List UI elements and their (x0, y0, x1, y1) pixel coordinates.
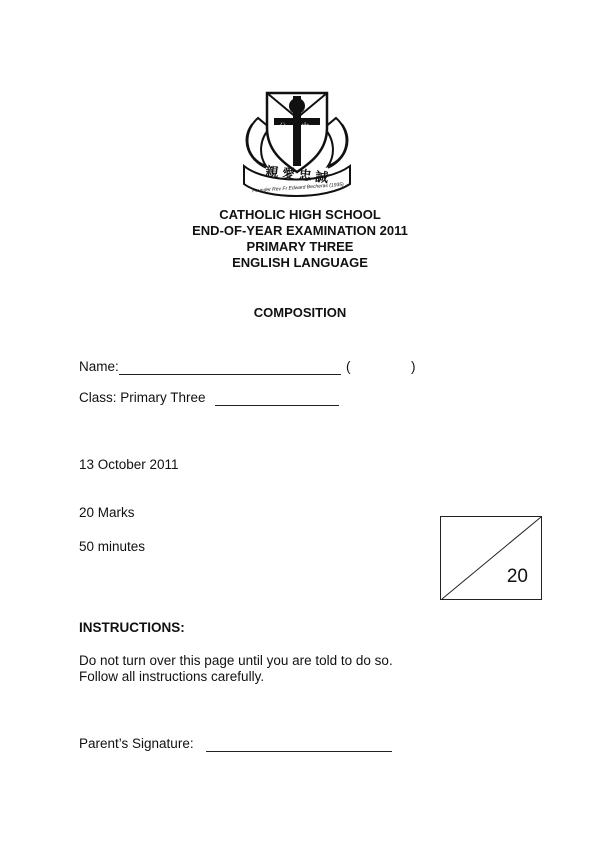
class-label: Class: Primary Three (79, 390, 206, 405)
total-marks: 20 Marks (79, 505, 135, 520)
crest-shield-characters: 公 中 (278, 122, 316, 131)
signature-label: Parent’s Signature: (79, 736, 194, 751)
instruction-line-2: Follow all instructions carefully. (79, 669, 265, 684)
school-crest-logo (236, 88, 358, 206)
crest-motto: 親 愛 忠 誠 (264, 163, 329, 186)
marks-box-total: 20 (506, 566, 528, 587)
instructions-title: INSTRUCTIONS: (79, 620, 185, 635)
duration: 50 minutes (79, 539, 146, 554)
exam-subject: ENGLISH LANGUAGE (232, 255, 368, 270)
signature-line[interactable] (206, 750, 392, 752)
marks-box (440, 516, 542, 600)
index-paren-open: ( (346, 359, 351, 374)
school-name: CATHOLIC HIGH SCHOOL (219, 207, 381, 222)
paper-title: COMPOSITION (253, 305, 347, 320)
class-input-line[interactable] (215, 404, 339, 406)
name-label: Name: (79, 359, 119, 374)
exam-level: PRIMARY THREE (246, 239, 354, 254)
exam-title: END-OF-YEAR EXAMINATION 2011 (192, 223, 408, 238)
exam-date: 13 October 2011 (79, 457, 179, 472)
crest-ribbon-text: Founder Rev Fr Edward Becheras (1935) (252, 181, 344, 195)
index-paren-close: ) (411, 359, 416, 374)
instruction-line-1: Do not turn over this page until you are told to do so. (79, 653, 393, 668)
name-input-line[interactable] (119, 373, 341, 375)
